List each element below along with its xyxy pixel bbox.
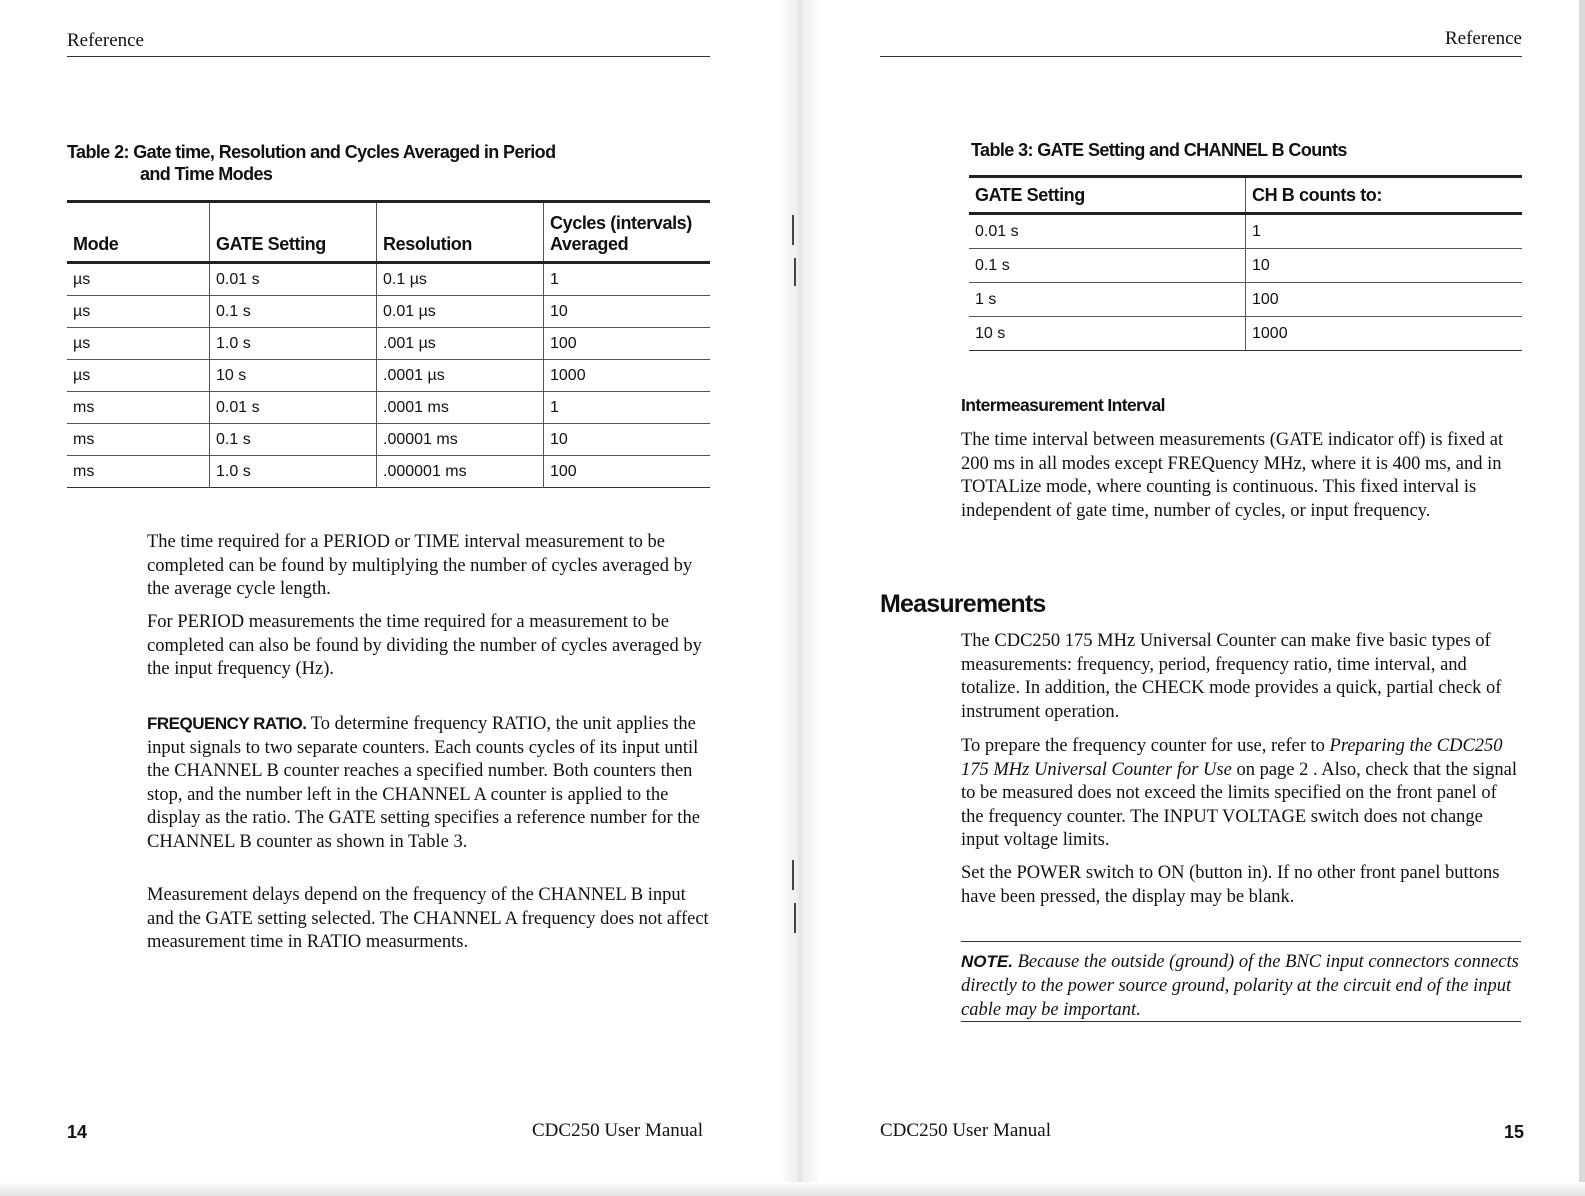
column-header: GATE Setting [969, 177, 1246, 214]
note-rule-top [961, 941, 1521, 942]
body-paragraph: Measurement delays depend on the frequency of the CHANNEL B input and the GATE setting selected. The CHANNEL A frequency does not affect measurement time in RATIO measurments. [147, 885, 709, 952]
column-header-line: Cycles (intervals) [550, 213, 692, 233]
table-row [67, 328, 710, 360]
table-cell: 1000 [1246, 317, 1523, 351]
column-header: Resolution [377, 202, 544, 263]
note-text: Because the outside (ground) of the BNC input connectors connects directly to the power source ground, polarity at the circuit end of the input cable may be important. [961, 952, 1519, 1020]
table-cell: 100 [1246, 283, 1523, 317]
body-paragraph: The time required for a PERIOD or TIME interval measurement to be completed can be found by multiplying the number of cycles averaged by the average cycle length. [147, 532, 693, 599]
body-paragraph: The CDC250 175 MHz Universal Counter can make five basic types of measurements: frequency, period, frequency ratio, time interval, and totalize. In addition, the CHECK mode provides a quick, partial check of instrument operation. [961, 631, 1502, 722]
column-header: CH B counts to: [1246, 177, 1523, 214]
table-cell: 10 s [969, 317, 1246, 351]
page-number: 15 [1504, 1122, 1525, 1142]
table-row [969, 283, 1522, 317]
table-cell: 0.1 s [969, 249, 1246, 283]
table-cell: 1 [544, 263, 711, 296]
body-paragraph [147, 712, 712, 854]
table-cell: 10 [1246, 249, 1523, 283]
page-footer: CDC250 User Manual [532, 1120, 703, 1141]
table-cell: .0001 ms [377, 392, 544, 424]
table-cell: 0.01 µs [377, 296, 544, 328]
table-cell: 0.1 s [210, 424, 377, 456]
binding-mark [792, 215, 794, 245]
table-row [969, 249, 1522, 283]
table-cell: 0.01 s [210, 263, 377, 296]
paragraph-lead-in: FREQUENCY RATIO. [147, 714, 307, 733]
table-cell: 0.01 s [975, 222, 1019, 240]
table-cell: 1 [544, 392, 711, 424]
table-cell: µs [67, 328, 210, 360]
table-row [67, 456, 710, 488]
table-cell: 100 [544, 456, 711, 488]
table-cell: 0.01 s [210, 392, 377, 424]
table-caption-line: and Time Modes [140, 164, 273, 184]
table-cell: µs [73, 270, 91, 288]
table-cell: ms [67, 392, 210, 424]
running-header: Reference [1445, 28, 1522, 49]
page-footer: CDC250 User Manual [880, 1120, 1051, 1141]
body-paragraph: Set the POWER switch to ON (button in). If no other front panel buttons have been pressed, the display may be blank. [961, 863, 1500, 907]
table-row [969, 214, 1522, 249]
table-cell: 10 [544, 296, 711, 328]
table-cell: .001 µs [377, 328, 544, 360]
table-cell: 0.1 s [210, 296, 377, 328]
table-cell: 1.0 s [210, 328, 377, 360]
table-cell: 100 [544, 328, 711, 360]
table-cell: .0001 µs [377, 360, 544, 392]
binding-mark [794, 903, 796, 933]
table-cell: 1 [1246, 214, 1523, 249]
page-number: 14 [67, 1122, 88, 1142]
table-row [67, 392, 710, 424]
table-cell: 1.0 s [210, 456, 377, 488]
header-rule [67, 56, 710, 57]
table-row [67, 263, 710, 296]
header-rule [880, 56, 1522, 57]
table-row [969, 317, 1522, 351]
table-caption [67, 141, 555, 185]
table-row [67, 296, 710, 328]
table-cell: 0.1 µs [377, 263, 544, 296]
note-rule-bottom [961, 1021, 1521, 1022]
column-header: GATE Setting [210, 202, 377, 263]
gate-channel-b-table [969, 175, 1522, 351]
table-cell: ms [67, 456, 210, 488]
section-heading: Measurements [880, 590, 1046, 618]
table-row [67, 360, 710, 392]
table-cell: ms [67, 424, 210, 456]
table-cell: 10 [544, 424, 711, 456]
table-cell: 10 s [210, 360, 377, 392]
note-label: NOTE. [961, 952, 1013, 971]
table-cell: .000001 ms [377, 456, 544, 488]
column-header-line: Averaged [550, 234, 629, 254]
body-paragraph [961, 735, 1521, 853]
column-header [544, 202, 711, 263]
table-cell: 1000 [544, 360, 711, 392]
body-paragraph: For PERIOD measurements the time required for a measurement to be completed can also be found by dividing the number of cycles averaged by the input frequency (Hz). [147, 612, 702, 679]
left-page [0, 0, 790, 1196]
subheading: Intermeasurement Interval [961, 395, 1165, 415]
gate-resolution-table [67, 200, 710, 488]
table-cell: 1 s [969, 283, 1246, 317]
note-box [961, 950, 1521, 1022]
table-cell: µs [67, 296, 210, 328]
table-cell: .00001 ms [377, 424, 544, 456]
table-caption: Table 3: GATE Setting and CHANNEL B Counts [971, 140, 1347, 160]
binding-mark [794, 258, 796, 286]
table-row [67, 424, 710, 456]
table-header-row [67, 202, 710, 263]
running-header: Reference [67, 30, 144, 51]
binding-mark [792, 860, 794, 890]
table-caption-line: Table 2: Gate time, Resolution and Cycles Averaged in Period [67, 142, 556, 162]
table-header-row [969, 177, 1522, 214]
paragraph-text: To determine frequency RATIO, the unit applies the input signals to two separate counters. Each counts cycles of its input until the CHANNEL B counter reaches a specified number. Both counters then stop, and the number left in the CHANNEL A counter is applied to the display as the ratio. The GATE setting specifies a reference number for the CHANNEL B counter as shown in Table 3. [147, 714, 700, 852]
paragraph-text: To prepare the frequency counter for use, refer to [961, 736, 1330, 756]
column-header: Mode [67, 202, 210, 263]
cross-reference: Preparing the CDC250 175 MHz Universal Counter for Use [961, 736, 1503, 780]
table-cell: µs [67, 360, 210, 392]
paragraph-text: on page 2 . Also, check that the signal to be measured does not exceed the limits specified on the front panel of the frequency counter. The INPUT VOLTAGE switch does not change input voltage limits. [961, 759, 1517, 850]
body-paragraph: The time interval between measurements (GATE indicator off) is fixed at 200 ms in all modes except FREQuency MHz, where it is 400 ms, and in TOTALize mode, where counting is continuous. This fixed interval is independent of gate time, number of cycles, or input frequency. [961, 430, 1504, 521]
